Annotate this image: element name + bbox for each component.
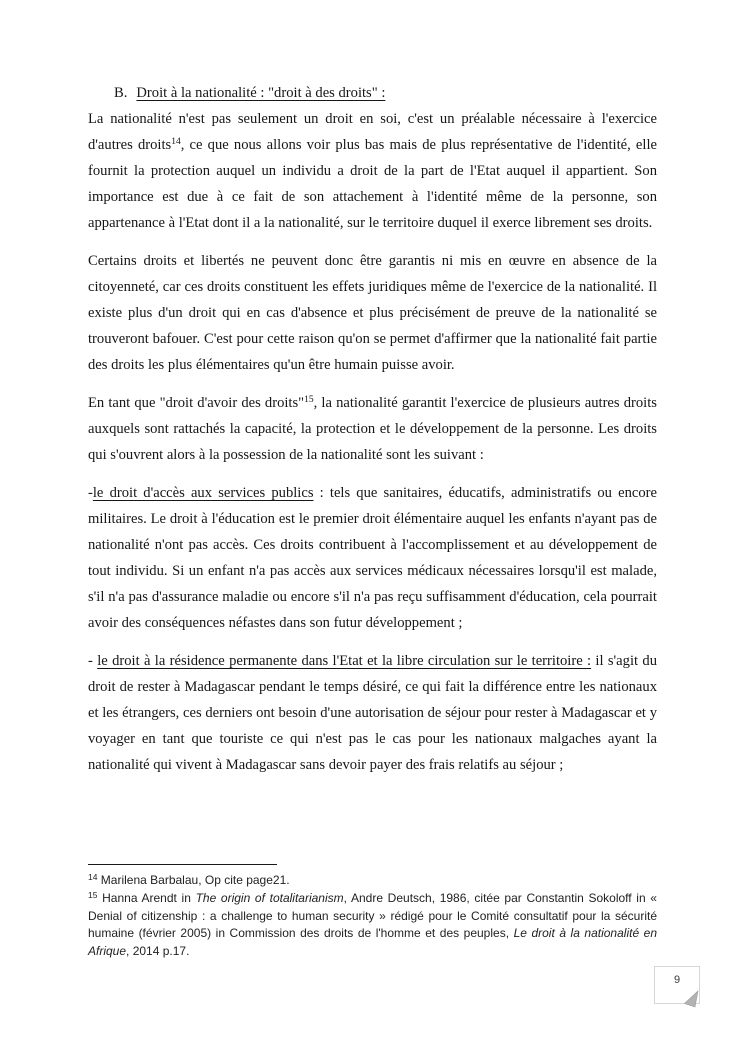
- footnote-15-marker: 15: [88, 889, 98, 900]
- folded-page-icon: [654, 966, 703, 1009]
- footnote-14-text: Marilena Barbalau, Op cite page21.: [97, 873, 290, 887]
- footnote-separator: [88, 864, 277, 865]
- footnote-15: [88, 890, 657, 961]
- page-number: 9: [673, 974, 681, 986]
- section-heading: [88, 80, 657, 106]
- footnote-14: [88, 872, 657, 890]
- paragraph-right-to-have-rights: En tant que "droit d'avoir des droits"$^{15}$, la nationalité garantit l'exercice de plusieurs autres droits auxquels sont rattachés la capacité, la protection et le développement de la personne. Les droits qui s'ouvrent alors à la possession de la nationalité sont les suivant :: [88, 395, 657, 463]
- page-number-badge: [654, 966, 703, 1009]
- paragraph-rights-liberties: Certains droits et libertés ne peuvent donc être garantis ni mis en œuvre en absence de la citoyenneté, car ces droits constituent les effets juridiques même de l'exercice de la nationalité. Il existe plus d'un droit qui en cas d'absence et plus précisément de preuve de la nationalité se trouveront bafouer. C'est pour cette raison qu'on se permet d'affirmer que la nationalité fait partie des droits les plus élémentaires qu'un être humain puisse avoir.: [88, 253, 657, 373]
- paragraph-residence-right: - le droit à la résidence permanente dans l'Etat et la libre circulation sur le territoire : il s'agit du droit de rester à Madagascar pendant le temps désiré, ce qui fait la différence entre les nationaux et les étrangers, ces derniers ont besoin d'une autorisation de séjour pour rester à Madagascar et y voyager en tant que touriste ce qui n'est pas le cas pour les nationaux malgaches ayant la nationalité qui vivent à Madagascar sans devoir payer des frais relatifs au séjour ;: [88, 653, 657, 773]
- paragraph-nationality-intro: La nationalité n'est pas seulement un droit en soi, c'est un préalable nécessaire à l'exercice d'autres droits$^{14}$, ce que nous allons voir plus bas mais de plus représentative de l'identité, elle fournit la protection auquel un individu a droit de la part de l'Etat auquel il appartient. Son importance est due à ce fait de son attachement à l'identité même de la personne, son appartenance à l'Etat dont il a la nationalité, sur le territoire duquel il exerce librement ses droits.: [88, 111, 657, 231]
- section-heading-title: Droit à la nationalité : "droit à des droits" :: [136, 85, 386, 101]
- paragraph-public-services-right: -le droit d'accès aux services publics : tels que sanitaires, éducatifs, administratifs ou encore militaires. Le droit à l'éducation est le premier droit élémentaire auquel les enfants n'ayant pas de nationalité n'ont pas accès. Ces droits contribuent à l'accomplissement et au développement de tout individu. Si un enfant n'a pas accès aux services médicaux nécessaires lorsqu'il est malade, s'il n'a pas d'assurance maladie ou encore s'il n'a pas reçu suffisamment d'éducation, cela pourrait avoir des conséquences néfastes dans son futur développement ;: [88, 485, 657, 631]
- footnote-14-marker: 14: [88, 872, 98, 882]
- section-heading-label: B.: [114, 85, 128, 101]
- document-body: [88, 80, 657, 790]
- footnote-15-text: Hanna Arendt in The origin of totalitarianism, Andre Deutsch, 1986, citée par Constantin Sokoloff in « Denial of citizenship : a challenge to human security » rédigé pour le Comité consultatif pour la sécurité humaine (février 2005) in Commission des droits de l'homme et des peuples, Le droit à la nationalité en Afrique, 2014 p.17.: [88, 890, 657, 959]
- footnotes-section: [88, 864, 657, 961]
